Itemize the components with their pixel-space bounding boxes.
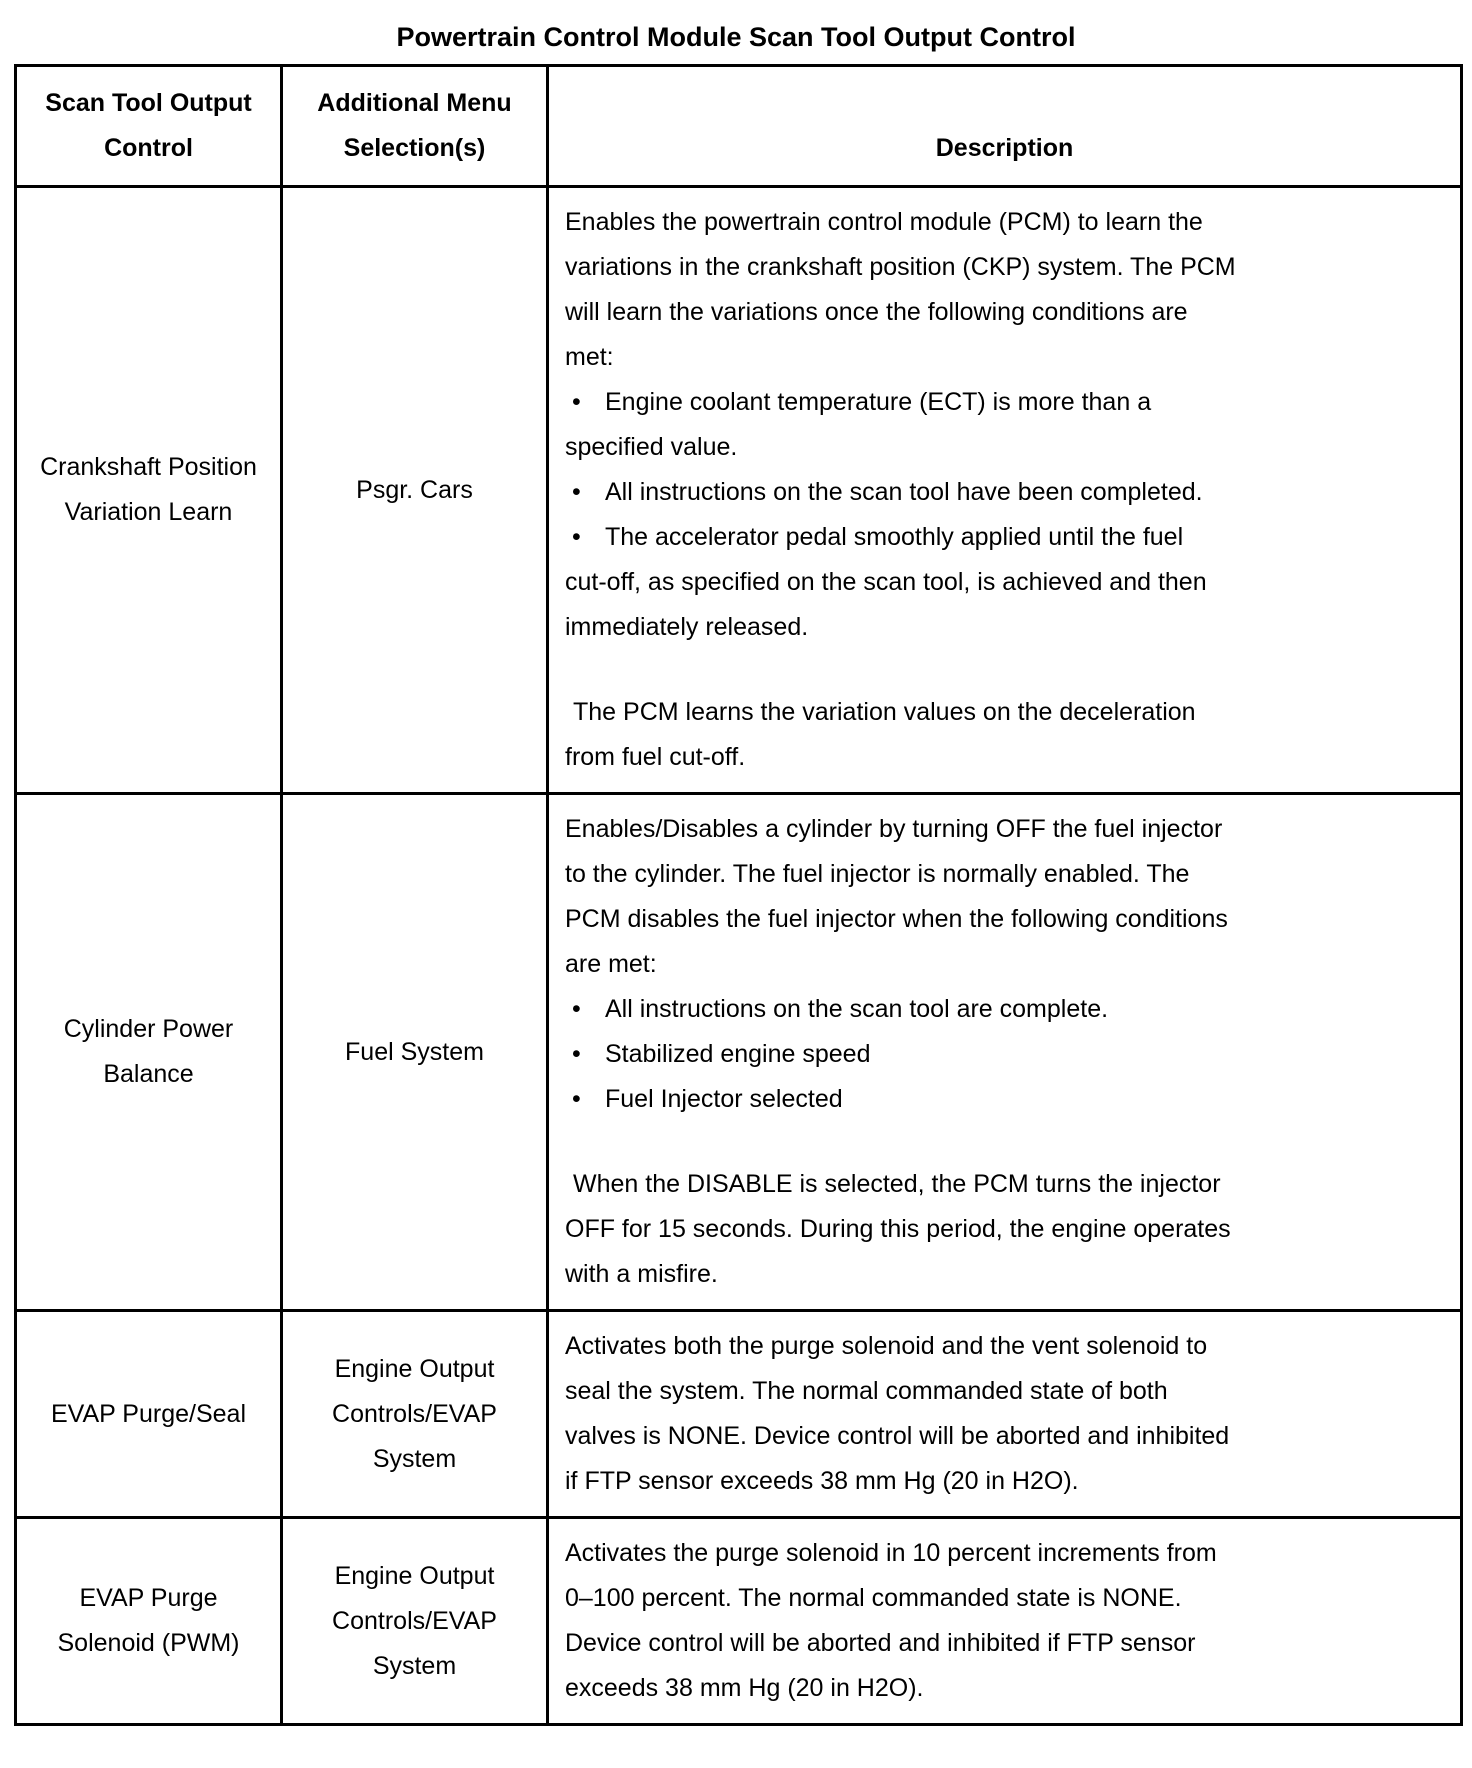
bullet-item [565,560,1430,605]
menu-selection-line: Fuel System [345,1037,484,1066]
bullet-item [565,515,1430,560]
bullet-item [565,425,1430,470]
bullet-item [565,1032,1430,1077]
menu-selection-line: Controls/EVAP [332,1399,497,1428]
bullet-text: Fuel Injector selected [605,1085,843,1113]
menu-selection-cell [282,1518,548,1725]
output-control-cell [16,1311,282,1518]
menu-selection-cell [282,794,548,1311]
header-description: Description [548,66,1462,187]
bullet-icon: • [565,1085,581,1113]
description-line: will learn the variations once the following conditions are [565,298,1188,326]
table-row [16,794,1462,1311]
bullet-item [565,380,1430,425]
menu-selection-line: Engine Output [334,1561,495,1590]
description-cell [548,1311,1462,1518]
bullet-text: immediately released. [565,613,809,641]
description-line: When the DISABLE is selected, the PCM turns the injector [573,1170,1221,1198]
menu-selection-line: System [372,1651,457,1680]
bullet-icon: • [565,478,581,506]
output-control-line: Variation Learn [64,498,233,526]
menu-selection-cell [282,1311,548,1518]
paragraph-gap [565,1122,1430,1162]
menu-selection-line: Controls/EVAP [332,1606,497,1635]
bullet-text: The accelerator pedal smoothly applied until the fuel [605,523,1184,551]
bullet-text: All instructions on the scan tool have been completed. [605,478,1203,506]
description-line: Enables/Disables a cylinder by turning OFF the fuel injector [565,815,1223,843]
output-control-line: EVAP Purge/Seal [50,1399,247,1428]
table-row [16,187,1462,794]
menu-selection-line: System [372,1444,457,1473]
bullet-item [565,987,1430,1032]
description-line: Activates the purge solenoid in 10 percent increments from [565,1539,1217,1567]
output-control-line: Cylinder Power [63,1015,234,1043]
bullet-text: Engine coolant temperature (ECT) is more than a [605,388,1152,416]
description-line: are met: [565,950,657,978]
menu-selection-line: Engine Output [334,1354,495,1383]
description-line: with a misfire. [565,1260,718,1288]
description-line: The PCM learns the variation values on the deceleration [573,698,1196,726]
description-line: OFF for 15 seconds. During this period, the engine operates [565,1215,1231,1243]
description-cell [548,794,1462,1311]
output-control-line: Balance [103,1060,194,1088]
page-title: Powertrain Control Module Scan Tool Output Control [396,22,1076,52]
description-cell [548,1518,1462,1725]
description-line: exceeds 38 mm Hg (20 in H2O). [565,1674,924,1702]
output-control-line: Solenoid (PWM) [57,1629,240,1657]
paragraph-gap [565,650,1430,690]
output-control-table [14,64,1463,1726]
bullet-text: Stabilized engine speed [605,1040,871,1068]
bullet-icon: • [565,1040,581,1068]
bullet-icon: • [565,523,581,551]
description-cell [548,187,1462,794]
bullet-icon: • [565,995,581,1023]
output-control-line: Crankshaft Position [40,453,257,481]
description-line: seal the system. The normal commanded state of both [565,1377,1168,1405]
table-row [16,1311,1462,1518]
menu-selection-line: Psgr. Cars [356,475,473,504]
output-control-cell [16,1518,282,1725]
description-line: from fuel cut-off. [565,743,746,771]
description-line: Activates both the purge solenoid and the vent solenoid to [565,1332,1208,1360]
header-row [16,66,1462,187]
bullet-text: specified value. [565,433,738,461]
description-line: valves is NONE. Device control will be aborted and inhibited [565,1422,1230,1450]
output-control-cell [16,794,282,1311]
bullet-item [565,605,1430,650]
bullet-item [565,1077,1430,1122]
description-line: Device control will be aborted and inhibited if FTP sensor [565,1629,1196,1657]
description-line: 0–100 percent. The normal commanded state is NONE. [565,1584,1182,1612]
description-line: Enables the powertrain control module (PCM) to learn the [565,208,1203,236]
bullet-text: All instructions on the scan tool are complete. [605,995,1109,1023]
table-row [16,1518,1462,1725]
menu-selection-cell [282,187,548,794]
bullet-icon: • [565,388,581,416]
description-line: variations in the crankshaft position (CKP) system. The PCM [565,253,1236,281]
description-line: PCM disables the fuel injector when the following conditions [565,905,1228,933]
output-control-line: EVAP Purge [79,1584,218,1612]
output-control-cell [16,187,282,794]
header-scan-tool-output-control: Scan Tool Output Control [16,66,282,187]
description-line: to the cylinder. The fuel injector is normally enabled. The [565,860,1190,888]
description-line: met: [565,343,614,371]
bullet-text: cut-off, as specified on the scan tool, is achieved and then [565,568,1207,596]
description-line: if FTP sensor exceeds 38 mm Hg (20 in H2O). [565,1467,1079,1495]
bullet-item [565,470,1430,515]
header-additional-menu-selections: Additional Menu Selection(s) [282,66,548,187]
